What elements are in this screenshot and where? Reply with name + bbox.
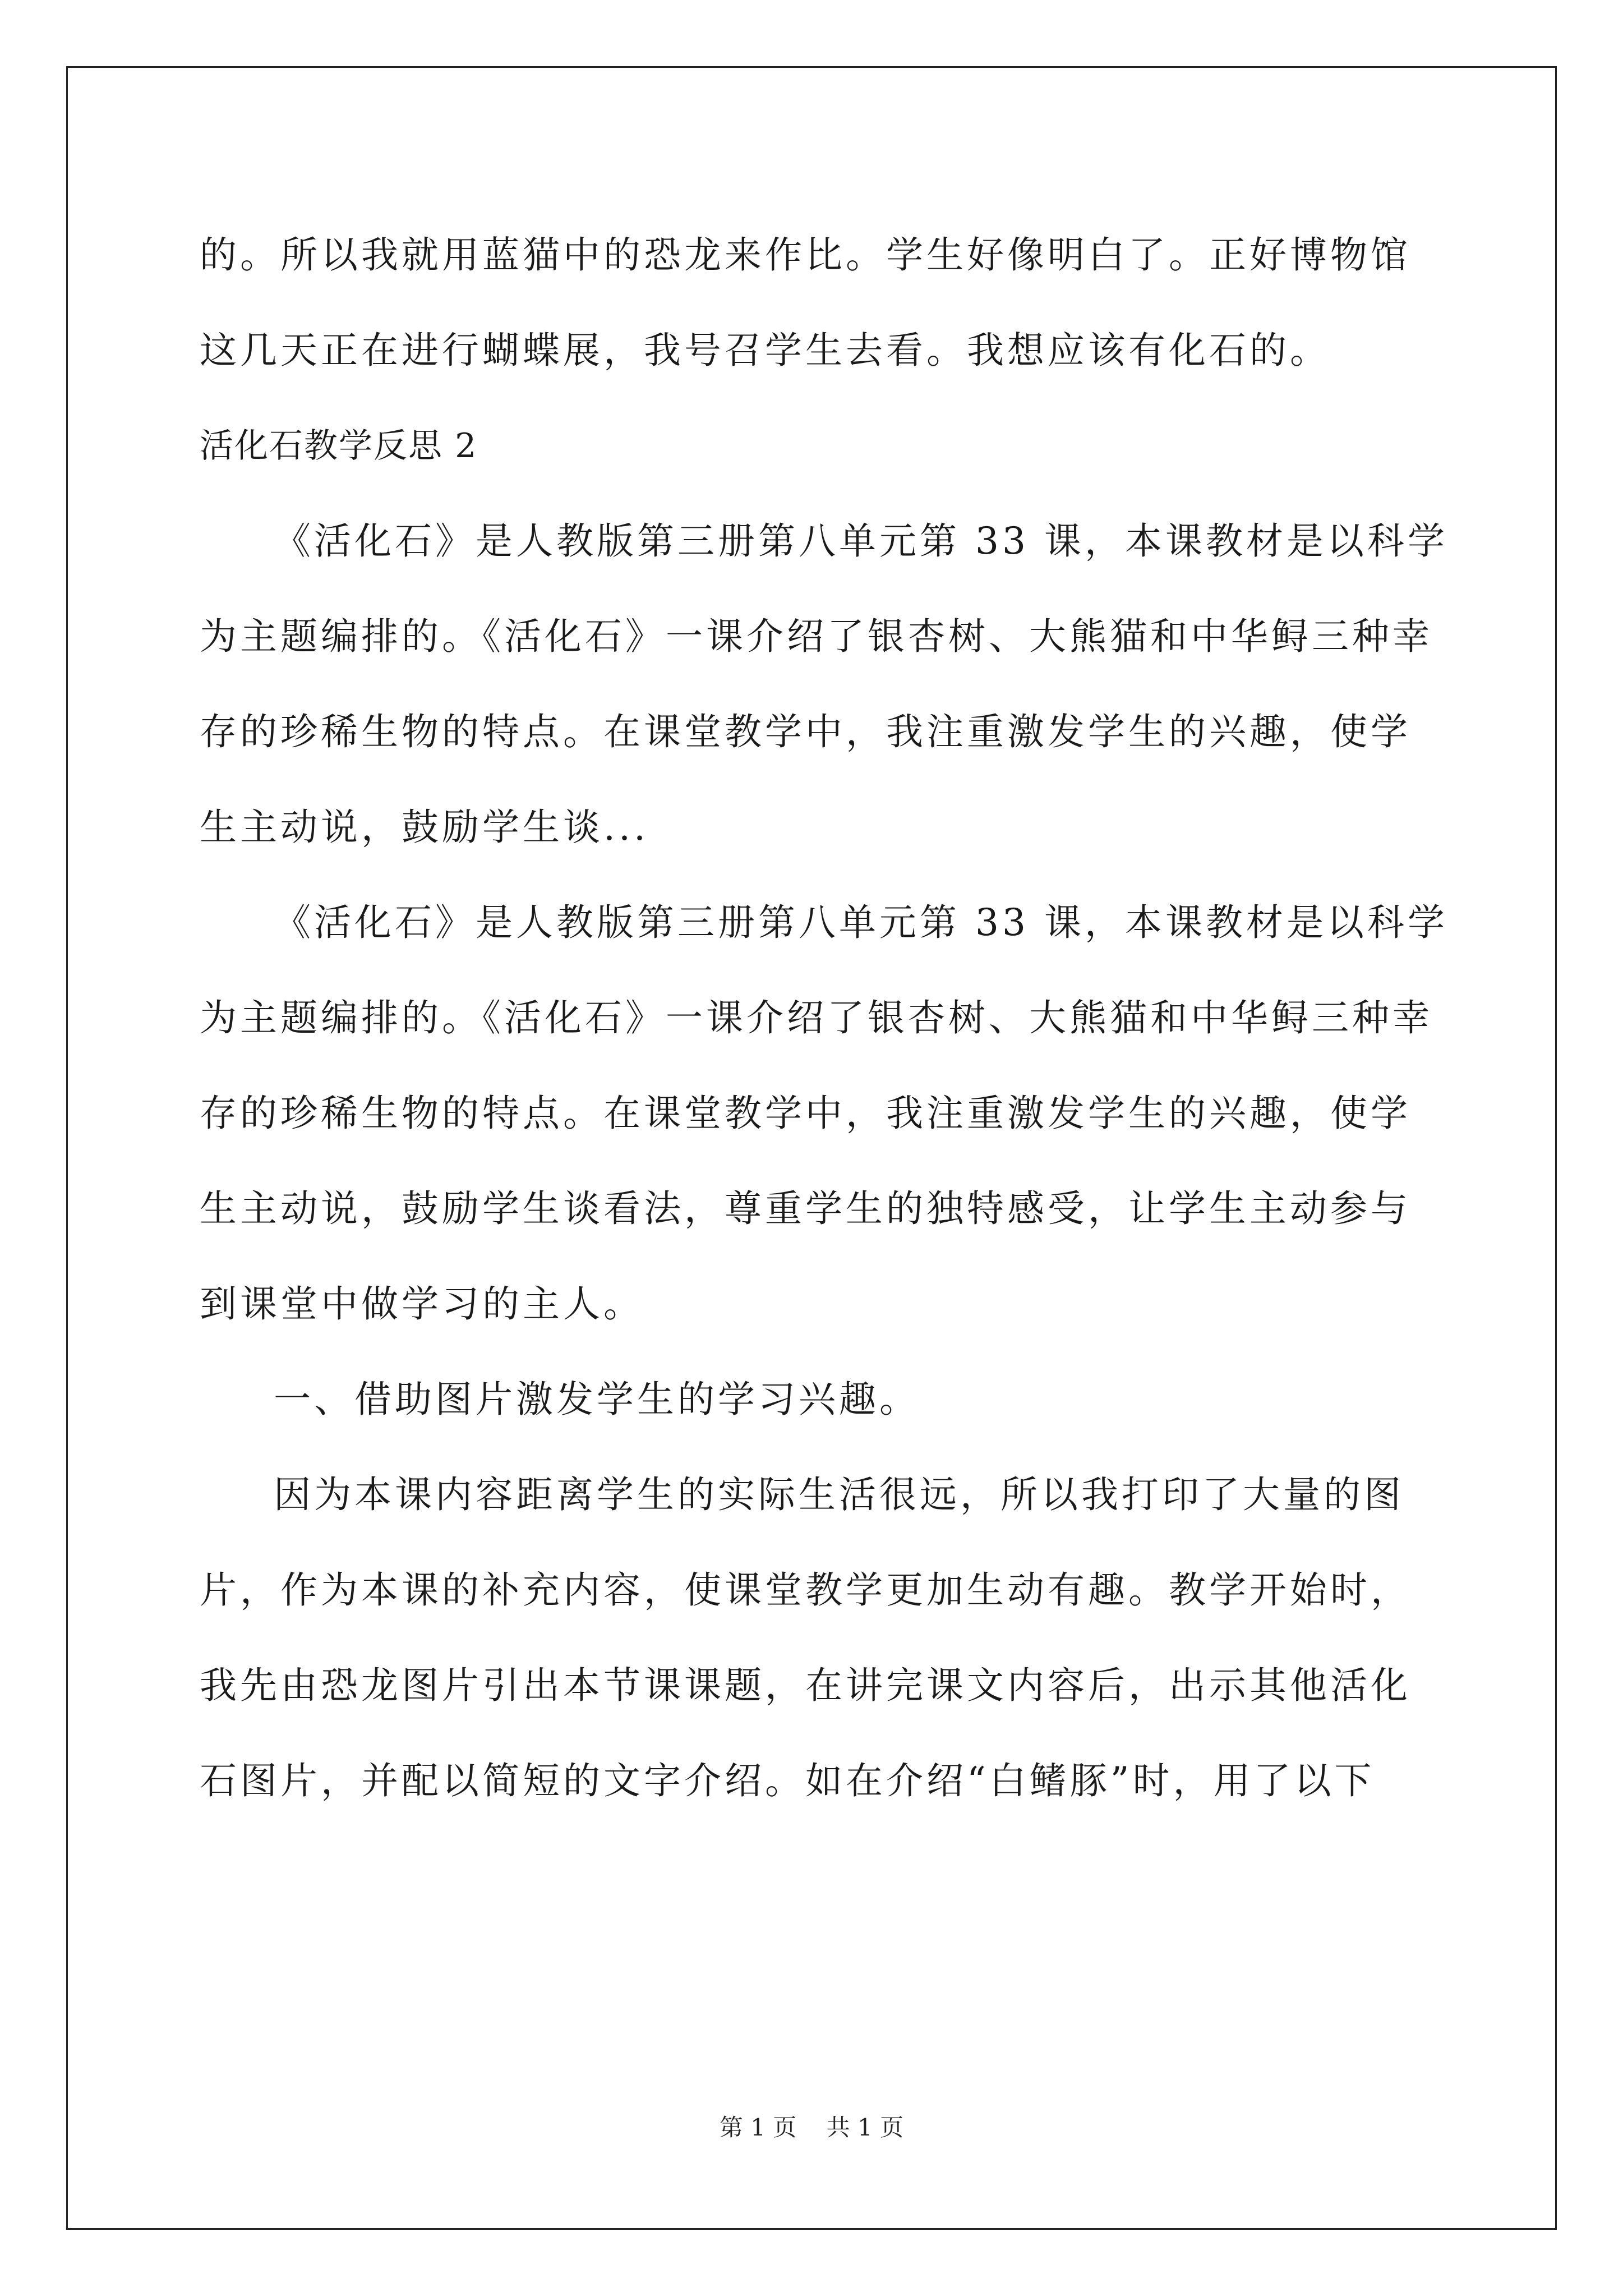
document-body xyxy=(200,208,1448,1829)
text-line-15: 片，作为本课的补充内容，使课堂教学更加生动有趣。教学开始时， xyxy=(200,1568,1411,1612)
paragraph-full-start: 《活化石》是人教版第三册第八单元第 33 课，本课教材是以科学 xyxy=(274,901,1448,944)
text-line-12: 到课堂中做学习的主人。 xyxy=(200,1282,644,1326)
text-line-9: 为主题编排的。《活化石》一课介绍了银杏树、大熊猫和中华鲟三种幸 xyxy=(200,996,1433,1039)
paragraph-summary-start: 《活化石》是人教版第三册第八单元第 33 课，本课教材是以科学 xyxy=(274,519,1448,563)
text-line-1: 的。所以我就用蓝猫中的恐龙来作比。学生好像明白了。正好博物馆 xyxy=(200,233,1411,277)
subheading-one: 一、借助图片激发学生的学习兴趣。 xyxy=(274,1378,920,1421)
text-line-11: 生主动说，鼓励学生谈看法，尊重学生的独特感受，让学生主动参与 xyxy=(200,1187,1411,1230)
text-line-6: 存的珍稀生物的特点。在课堂教学中，我注重激发学生的兴趣，使学 xyxy=(200,710,1411,753)
text-line-5: 为主题编排的。《活化石》一课介绍了银杏树、大熊猫和中华鲟三种幸 xyxy=(200,615,1433,658)
text-line-7: 生主动说，鼓励学生谈... xyxy=(200,806,649,849)
text-line-2: 这几天正在进行蝴蝶展，我号召学生去看。我想应该有化石的。 xyxy=(200,329,1330,372)
page-footer xyxy=(0,2109,1623,2143)
section-heading: 活化石教学反思 2 xyxy=(200,426,478,466)
text-line-17: 石图片，并配以简短的文字介绍。如在介绍“白鳍豚”时，用了以下 xyxy=(200,1759,1375,1802)
paragraph-images-start: 因为本课内容距离学生的实际生活很远，所以我打印了大量的图 xyxy=(274,1473,1404,1516)
page-number: 第 1 页 xyxy=(719,2114,797,2141)
text-line-10: 存的珍稀生物的特点。在课堂教学中，我注重激发学生的兴趣，使学 xyxy=(200,1092,1411,1135)
page-total: 共 1 页 xyxy=(826,2114,904,2141)
text-line-16: 我先由恐龙图片引出本节课课题，在讲完课文内容后，出示其他活化 xyxy=(200,1664,1411,1707)
